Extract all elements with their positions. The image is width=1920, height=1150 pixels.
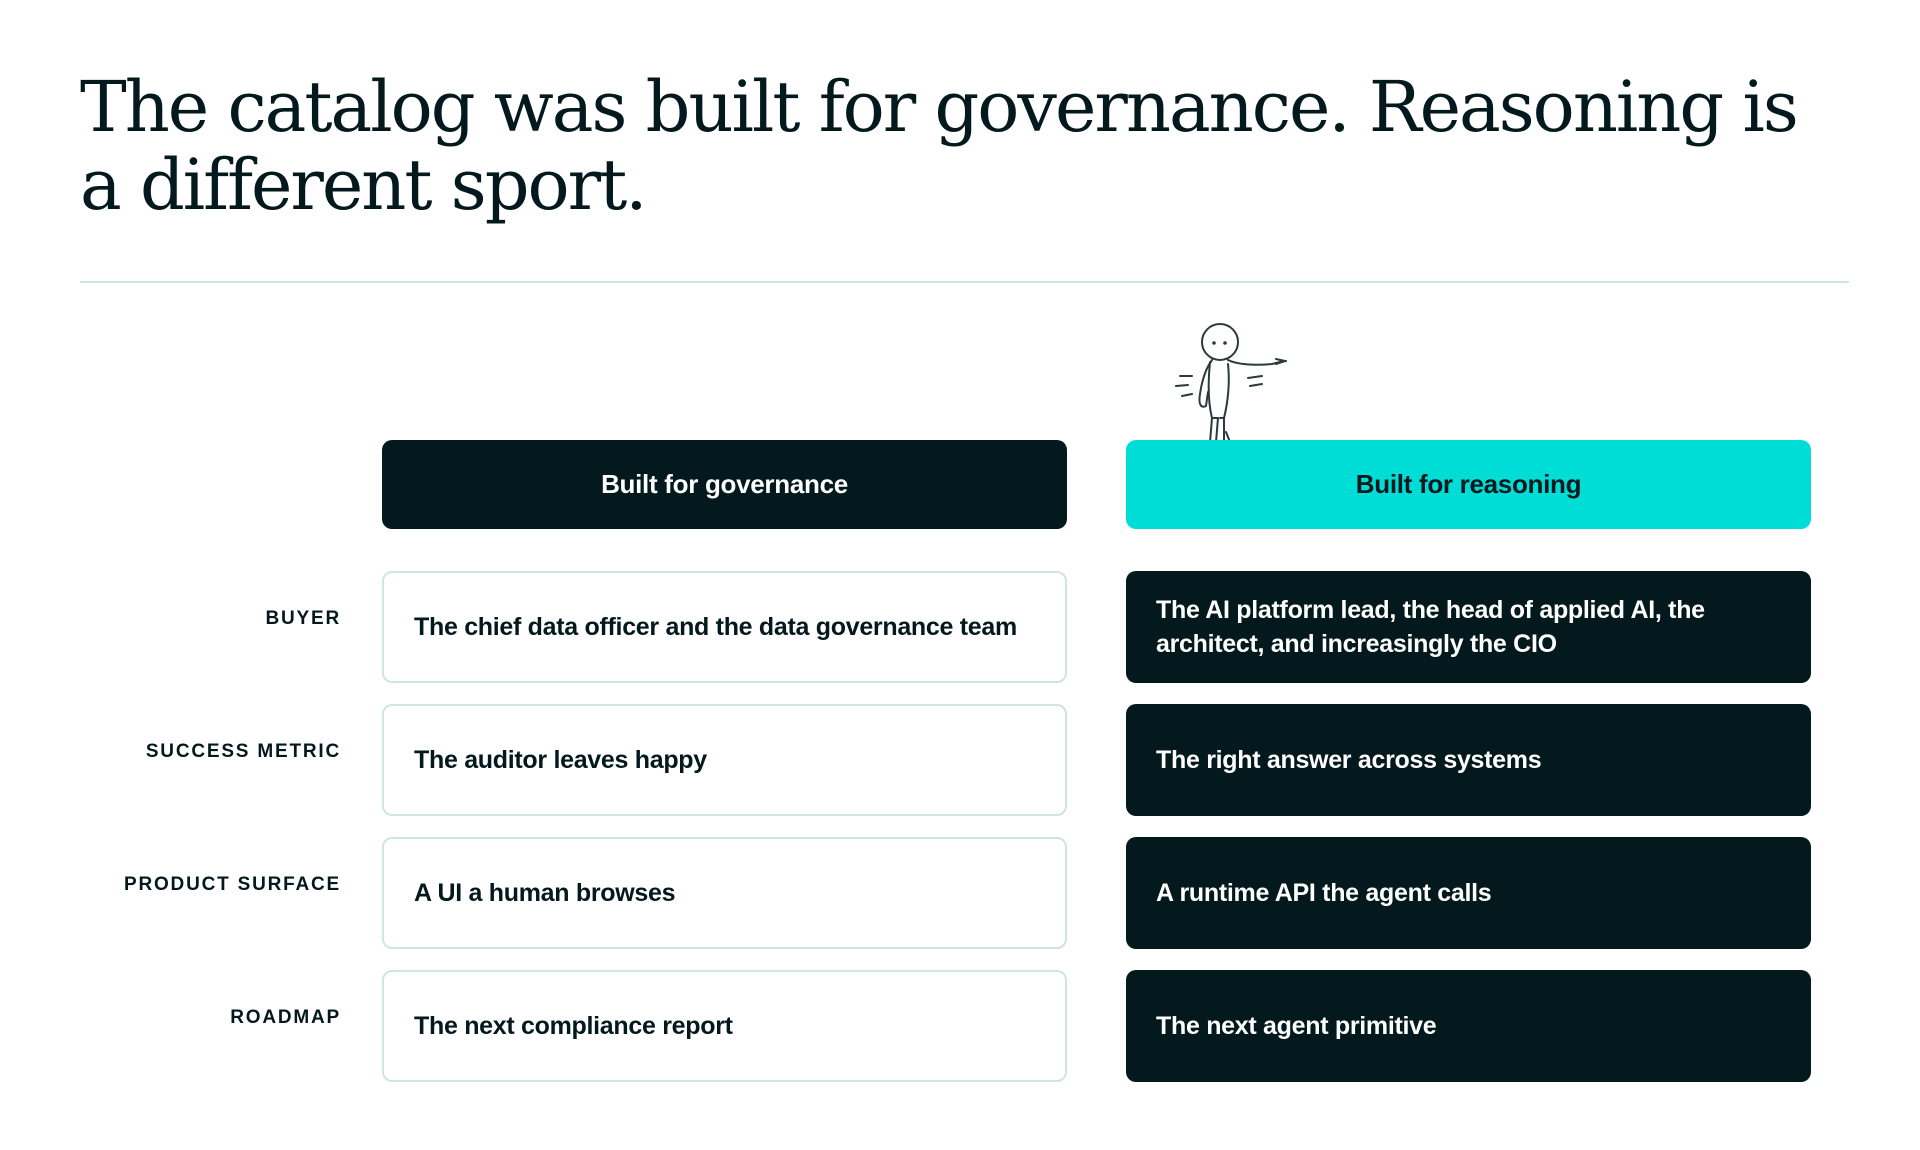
page-title: The catalog was built for governance. Reasoning is a different sport. [80,66,1797,226]
pointing-figure-icon [1172,322,1292,444]
reasoning-cell-product-surface: A runtime API the agent calls [1126,837,1811,949]
title-divider [80,281,1849,283]
reasoning-cell-buyer: The AI platform lead, the head of applied AI, the architect, and increasingly the CIO [1126,571,1811,683]
row-label-product-surface: PRODUCT SURFACE [123,874,341,895]
reasoning-cell-success-metric: The right answer across systems [1126,704,1811,816]
governance-cell-product-surface: A UI a human browses [382,837,1067,949]
column-header-governance: Built for governance [382,440,1067,529]
governance-cell-success-metric: The auditor leaves happy [382,704,1067,816]
governance-cell-buyer: The chief data officer and the data governance team [382,571,1067,683]
reasoning-cell-roadmap: The next agent primitive [1126,970,1811,1082]
governance-cell-roadmap: The next compliance report [382,970,1067,1082]
row-label-roadmap: ROADMAP [230,1007,341,1028]
row-label-success-metric: SUCCESS METRIC [145,741,341,762]
row-label-buyer: BUYER [265,608,341,629]
column-header-reasoning: Built for reasoning [1126,440,1811,529]
